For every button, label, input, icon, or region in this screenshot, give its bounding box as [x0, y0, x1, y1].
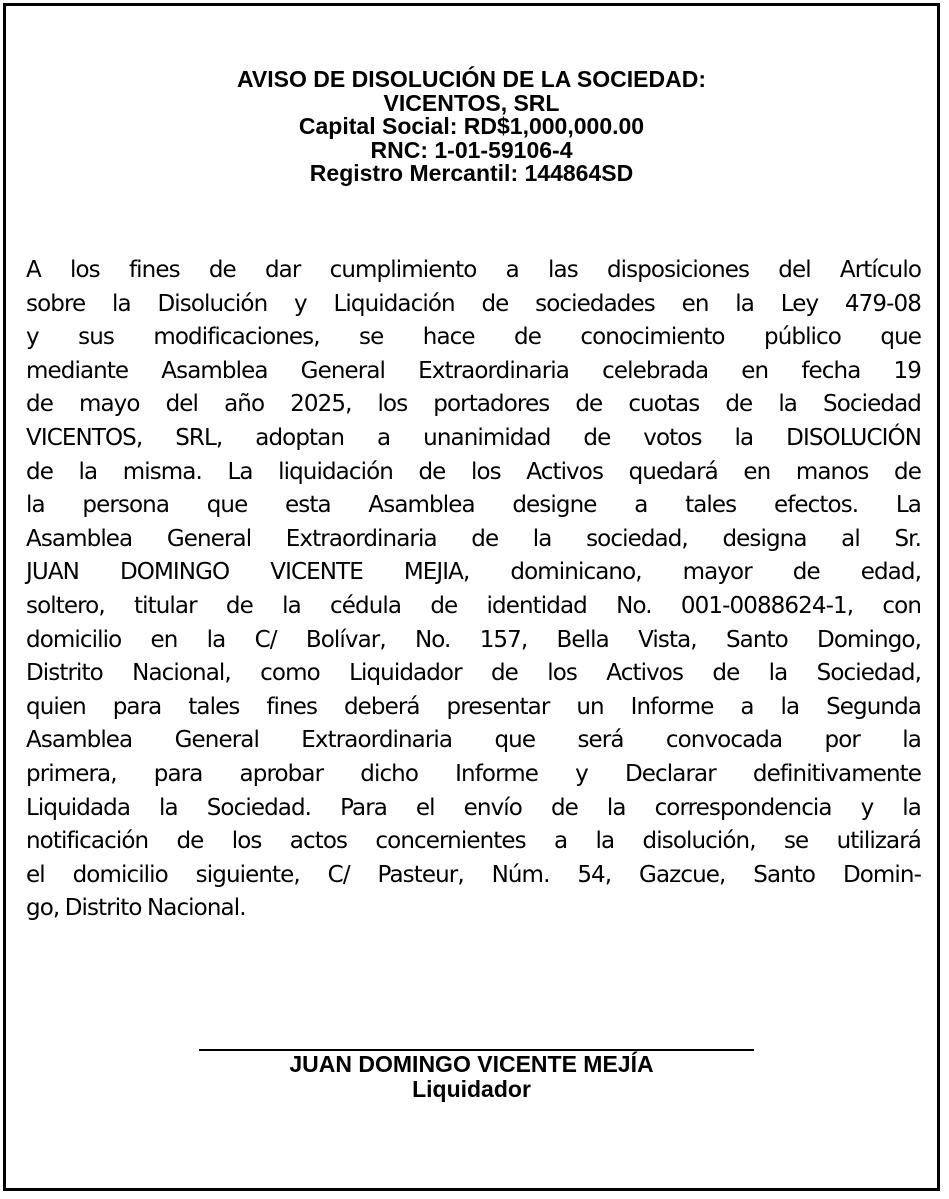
body-line: de mayo del año 2025, los portadores de cuotas de la Sociedad [26, 391, 921, 418]
body-line: y sus modificaciones, se hace de conocimiento público que [26, 324, 921, 351]
body-line: go, Distrito Nacional. [26, 895, 246, 922]
signatory-name: JUAN DOMINGO VICENTE MEJÍA [289, 1051, 654, 1077]
body-line: primera, para aprobar dicho Informe y Declarar definitivamente [26, 760, 921, 787]
signatory-role: Liquidador [412, 1076, 531, 1102]
body-line: domicilio en la C/ Bolívar, No. 157, Bella Vista, Santo Domingo, [26, 626, 921, 653]
notice-body [26, 254, 921, 926]
body-line: notificación de los actos concernientes a la disolución, se utilizará [26, 828, 921, 855]
body-line: Liquidada la Sociedad. Para el envío de la correspondencia y la [26, 794, 921, 821]
body-line: sobre la Disolución y Liquidación de sociedades en la Ley 479-08 [26, 290, 921, 317]
body-line: JUAN DOMINGO VICENTE MEJIA, dominicano, mayor de edad, [26, 559, 921, 586]
body-line: Distrito Nacional, como Liquidador de los Activos de la Sociedad, [26, 660, 921, 687]
body-line: la persona que esta Asamblea designe a tales efectos. La [26, 492, 921, 519]
capital-social: Capital Social: RD$1,000,000.00 [298, 113, 645, 139]
body-line: mediante Asamblea General Extraordinaria celebrada en fecha 19 [26, 357, 921, 384]
signature-block [6, 1052, 937, 1102]
legal-notice [3, 3, 940, 1191]
body-line: soltero, titular de la cédula de identidad No. 001-0088624-1, con [26, 592, 921, 619]
body-line: Asamblea General Extraordinaria de la sociedad, designa al Sr. [26, 525, 921, 552]
body-line: de la misma. La liquidación de los Activos quedará en manos de [26, 458, 921, 485]
body-line: el domicilio siguiente, C/ Pasteur, Núm. 54, Gazcue, Santo Domin- [26, 861, 921, 888]
registro-mercantil: Registro Mercantil: 144864SD [309, 160, 634, 186]
body-line: A los fines de dar cumplimiento a las disposiciones del Artículo [26, 257, 921, 283]
rnc-number: RNC: 1-01-59106-4 [370, 136, 573, 163]
notice-header [6, 68, 937, 186]
body-line: VICENTOS, SRL, adoptan a unanimidad de votos la DISOLUCIÓN [26, 424, 921, 451]
body-line: quien para tales fines deberá presentar un Informe a la Segunda [26, 693, 921, 720]
notice-title: AVISO DE DISOLUCIÓN DE LA SOCIEDAD: [237, 66, 706, 92]
body-line: Asamblea General Extraordinaria que será convocada por la [26, 727, 921, 754]
company-name: VICENTOS, SRL [383, 89, 560, 116]
